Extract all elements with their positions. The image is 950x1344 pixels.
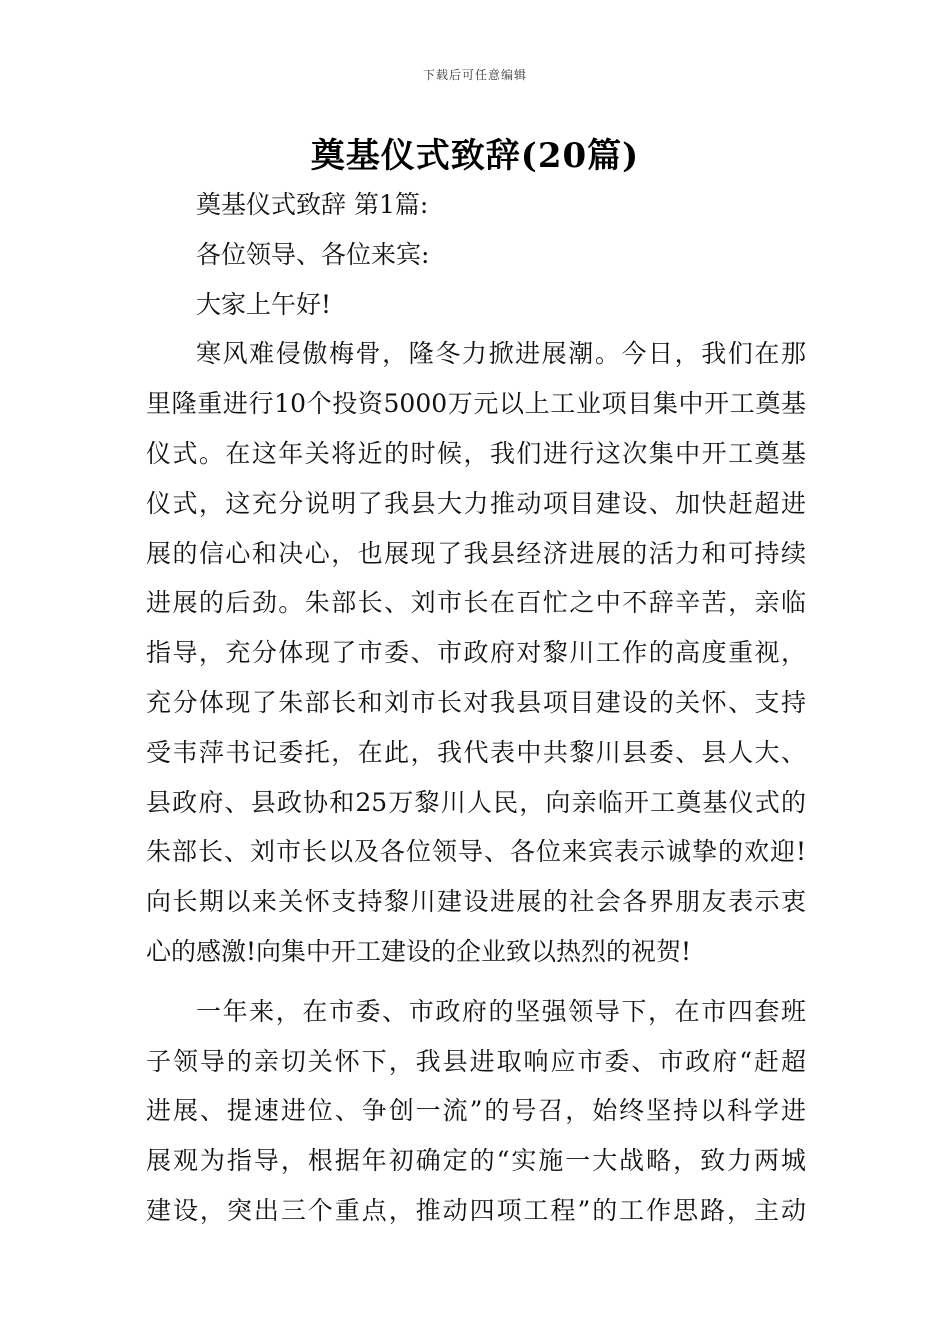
- header-note: 下载后可任意编辑: [422, 68, 527, 82]
- body-line: 仪式，这充分说明了我县大力推动项目建设、加快赶超进: [146, 488, 806, 518]
- document-title: 奠基仪式致辞(20篇): [310, 136, 640, 176]
- body-line: 里隆重进行10个投资5000万元以上工业项目集中开工奠基: [146, 389, 806, 419]
- document-body: [146, 180, 806, 1236]
- body-line: 奠基仪式致辞 第1篇:: [196, 190, 429, 219]
- body-line: 进展的后劲。朱部长、刘市长在百忙之中不辞辛苦，亲临: [146, 588, 806, 618]
- body-line: 心的感激!向集中开工建设的企业致以热烈的祝贺!: [146, 936, 692, 966]
- body-line: 指导，充分体现了市委、市政府对黎川工作的高度重视，: [146, 638, 806, 668]
- body-line: 充分体现了朱部长和刘市长对我县项目建设的关怀、支持: [146, 687, 806, 717]
- body-line: 寒风难侵傲梅骨，隆冬力掀进展潮。今日，我们在那: [196, 339, 806, 369]
- body-line: 展观为指导，根据年初确定的“实施一大战略，致力两城: [146, 1146, 806, 1176]
- body-line: 建设，突出三个重点，推动四项工程”的工作思路，主动: [146, 1195, 806, 1225]
- body-line: 朱部长、刘市长以及各位领导、各位来宾表示诚挚的欢迎!: [146, 837, 806, 867]
- body-line: 县政府、县政协和25万黎川人民，向亲临开工奠基仪式的: [146, 787, 806, 817]
- body-line: 一年来，在市委、市政府的坚强领导下，在市四套班: [196, 996, 806, 1026]
- body-line: 受韦萍书记委托，在此，我代表中共黎川县委、县人大、: [146, 737, 806, 767]
- body-line: 向长期以来关怀支持黎川建设进展的社会各界朋友表示衷: [146, 887, 806, 917]
- body-line: 展的信心和决心，也展现了我县经济进展的活力和可持续: [146, 538, 806, 568]
- body-line: 大家上午好!: [196, 289, 332, 319]
- body-line: 仪式。在这年关将近的时候，我们进行这次集中开工奠基: [146, 438, 806, 468]
- body-line: 进展、提速进位、争创一流”的号召，始终坚持以科学进: [146, 1096, 806, 1126]
- body-line: 各位领导、各位来宾:: [196, 239, 430, 269]
- body-line: 子领导的亲切关怀下，我县进取响应市委、市政府“赶超: [146, 1046, 806, 1076]
